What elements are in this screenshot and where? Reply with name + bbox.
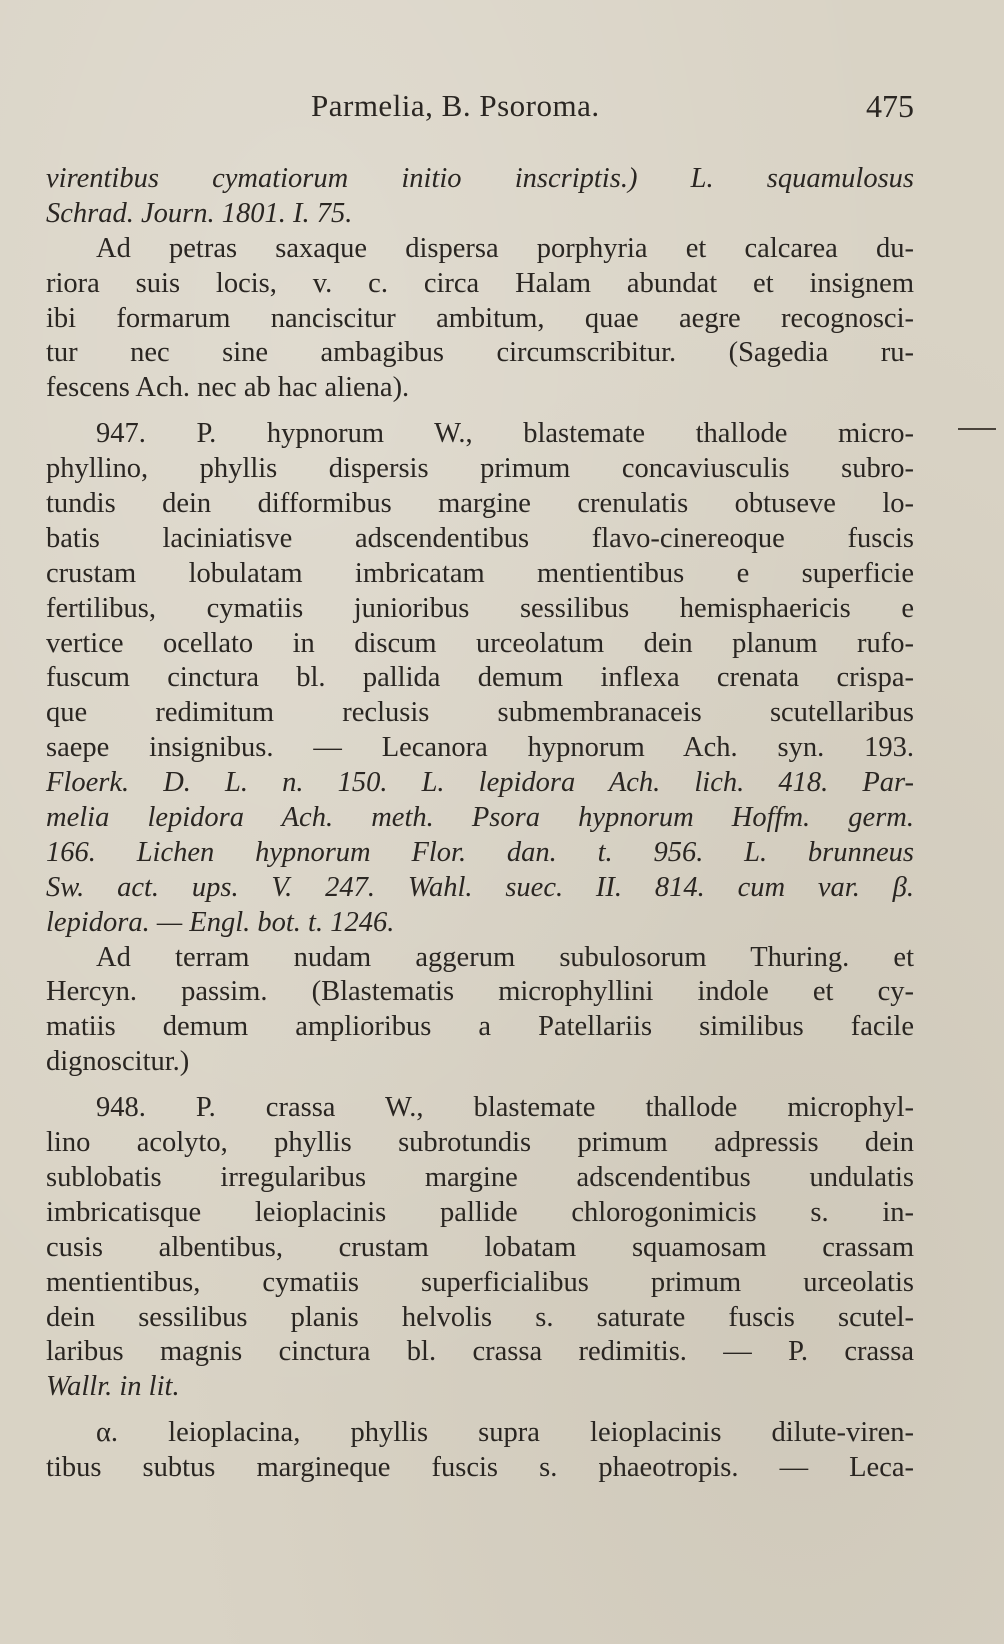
text-line: fescens Ach. nec ab hac aliena).	[46, 372, 410, 404]
text-line: 166. Lichen hypnorum Flor. dan. t. 956. L. brunneus	[46, 836, 914, 868]
text-line: lino acolyto, phyllis subrotundis primum adpressis dein	[46, 1127, 914, 1159]
text-line: tibus subtus margineque fuscis s. phaeotropis. — Leca-	[46, 1452, 914, 1484]
body-text	[46, 162, 914, 1486]
text-line: fuscum cinctura bl. pallida demum inflexa crenata crispa-	[46, 662, 914, 694]
running-title: Parmelia, B. Psoroma.	[311, 88, 600, 123]
text-line: Wallr. in lit.	[46, 1371, 180, 1403]
text-line: matiis demum amplioribus a Patellariis similibus facile	[46, 1011, 914, 1043]
paragraph-gap	[46, 1080, 914, 1091]
text-line: Ad petras saxaque dispersa porphyria et calcarea du-	[96, 232, 914, 264]
text-line: vertice ocellato in discum urceolatum dein planum rufo-	[46, 627, 914, 659]
text-line: riora suis locis, v. c. circa Halam abundat et insignem	[46, 267, 914, 299]
text-line: sublobatis irregularibus margine adscendentibus undulatis	[46, 1161, 914, 1193]
paragraph-gap	[46, 406, 914, 417]
text-line: melia lepidora Ach. meth. Psora hypnorum Hoffm. germ.	[46, 802, 914, 834]
text-line: virentibus cymatiorum initio inscriptis.) L. squamulosus	[46, 163, 914, 194]
text-line: ibi formarum nanciscitur ambitum, quae aegre recognosci-	[46, 302, 914, 334]
text-line: batis laciniatisve adscendentibus flavo-cinereoque fuscis	[46, 522, 914, 554]
text-line: dignoscitur.)	[46, 1046, 190, 1078]
text-line: dein sessilibus planis helvolis s. saturate fuscis scutel-	[46, 1301, 914, 1333]
running-head	[46, 88, 914, 128]
text-line: 948. P. crassa W., blastemate thallode microphyl-	[96, 1092, 914, 1124]
text-line: saepe insignibus. — Lecanora hypnorum Ach. syn. 193.	[46, 732, 914, 764]
text-line: phyllino, phyllis dispersis primum concaviusculis subro-	[46, 453, 914, 485]
text-line: lepidora. — Engl. bot. t. 1246.	[46, 906, 395, 938]
margin-mark	[958, 428, 996, 430]
text-line: Schrad. Journ. 1801. I. 75.	[46, 197, 353, 229]
text-line: α. leioplacina, phyllis supra leioplacinis dilute-viren-	[96, 1417, 914, 1449]
text-line: fertilibus, cymatiis junioribus sessilibus hemisphaericis e	[46, 592, 914, 624]
page-number: 475	[866, 88, 914, 124]
text-line: tur nec sine ambagibus circumscribitur. (Sagedia ru-	[46, 337, 914, 369]
text-line: Ad terram nudam aggerum subulosorum Thuring. et	[96, 941, 914, 973]
text-line: mentientibus, cymatiis superficialibus primum urceolatis	[46, 1266, 914, 1298]
text-line: cusis albentibus, crustam lobatam squamosam crassam	[46, 1231, 914, 1263]
text-line: Floerk. D. L. n. 150. L. lepidora Ach. lich. 418. Par-	[46, 767, 914, 799]
text-line: crustam lobulatam imbricatam mentientibus e superficie	[46, 557, 914, 589]
text-line: tundis dein difformibus margine crenulatis obtuseve lo-	[46, 488, 914, 520]
text-line: 947. P. hypnorum W., blastemate thallode micro-	[96, 418, 914, 450]
text-line: que redimitum reclusis submembranaceis scutellaribus	[46, 697, 914, 729]
text-line: laribus magnis cinctura bl. crassa redimitis. — P. crassa	[46, 1336, 914, 1368]
text-line: Hercyn. passim. (Blastematis microphyllini indole et cy-	[46, 976, 914, 1008]
paragraph-gap	[46, 1405, 914, 1416]
text-line: Sw. act. ups. V. 247. Wahl. suec. II. 814. cum var. β.	[46, 871, 914, 903]
text-line: imbricatisque leioplacinis pallide chlorogonimicis s. in-	[46, 1196, 914, 1228]
